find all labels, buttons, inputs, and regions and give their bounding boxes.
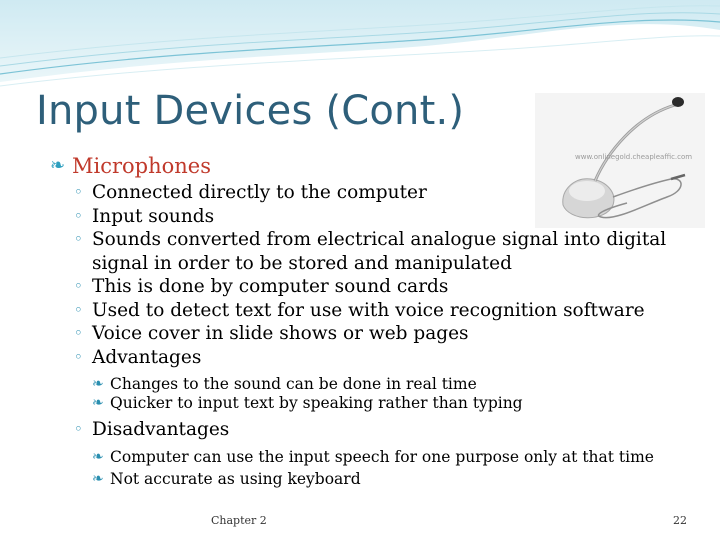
circle-bullet-icon: ◦ — [74, 206, 83, 225]
circle-bullet-icon: ◦ — [74, 183, 83, 201]
circle-bullet-icon: ◦ — [74, 420, 83, 438]
wave-banner — [0, 0, 720, 90]
slide-body — [48, 152, 688, 489]
circle-bullet-icon: ◦ — [74, 277, 83, 295]
disadvantage-item: ❧ Not accurate as using keyboard — [92, 470, 361, 488]
advantage-item: ❧ Changes to the sound can be done in real time — [92, 375, 477, 393]
list-item: ◦ This is done by computer sound cards — [74, 276, 449, 297]
circle-bullet-icon: ◦ — [74, 324, 83, 342]
circle-bullet-icon: ◦ — [74, 347, 83, 366]
fleuron-bullet-icon: ❧ — [92, 448, 104, 465]
circle-bullet-icon: ◦ — [74, 230, 83, 248]
list-item: ◦ Connected directly to the computer — [74, 182, 427, 203]
heading-bullet — [48, 152, 688, 180]
list-item: ◦ Input sounds — [74, 205, 215, 227]
circle-bullet-icon: ◦ — [74, 300, 83, 319]
fleuron-bullet-icon: ❧ — [92, 394, 104, 411]
slide-title: Input Devices (Cont.) — [36, 88, 465, 134]
fleuron-bullet-icon: ❧ — [92, 376, 104, 392]
heading-microphones: Microphones — [72, 154, 212, 178]
image-watermark: www.onlinegold.cheapleaffic.com — [575, 153, 693, 161]
list-item: ◦ Sounds converted from electrical analogue signal into digital signal in order to be stored and manipulated — [74, 229, 667, 274]
fleuron-bullet-icon: ❧ — [92, 471, 104, 487]
bullet-icon: ❧ — [50, 155, 66, 176]
list-item-advantages: ◦ Advantages — [74, 346, 202, 368]
page-number: 22 — [673, 514, 687, 527]
list-item: ◦ Used to detect text for use with voice recognition software — [74, 299, 645, 321]
list-item: ◦ Voice cover in slide shows or web pages — [74, 323, 469, 344]
list-item-disadvantages: ◦ Disadvantages — [74, 419, 230, 440]
disadvantage-item: ❧ Computer can use the input speech for one purpose only at that time — [92, 447, 654, 466]
footer-chapter: Chapter 2 — [211, 514, 267, 527]
advantage-item: ❧ Quicker to input text by speaking rather than typing — [92, 393, 523, 412]
